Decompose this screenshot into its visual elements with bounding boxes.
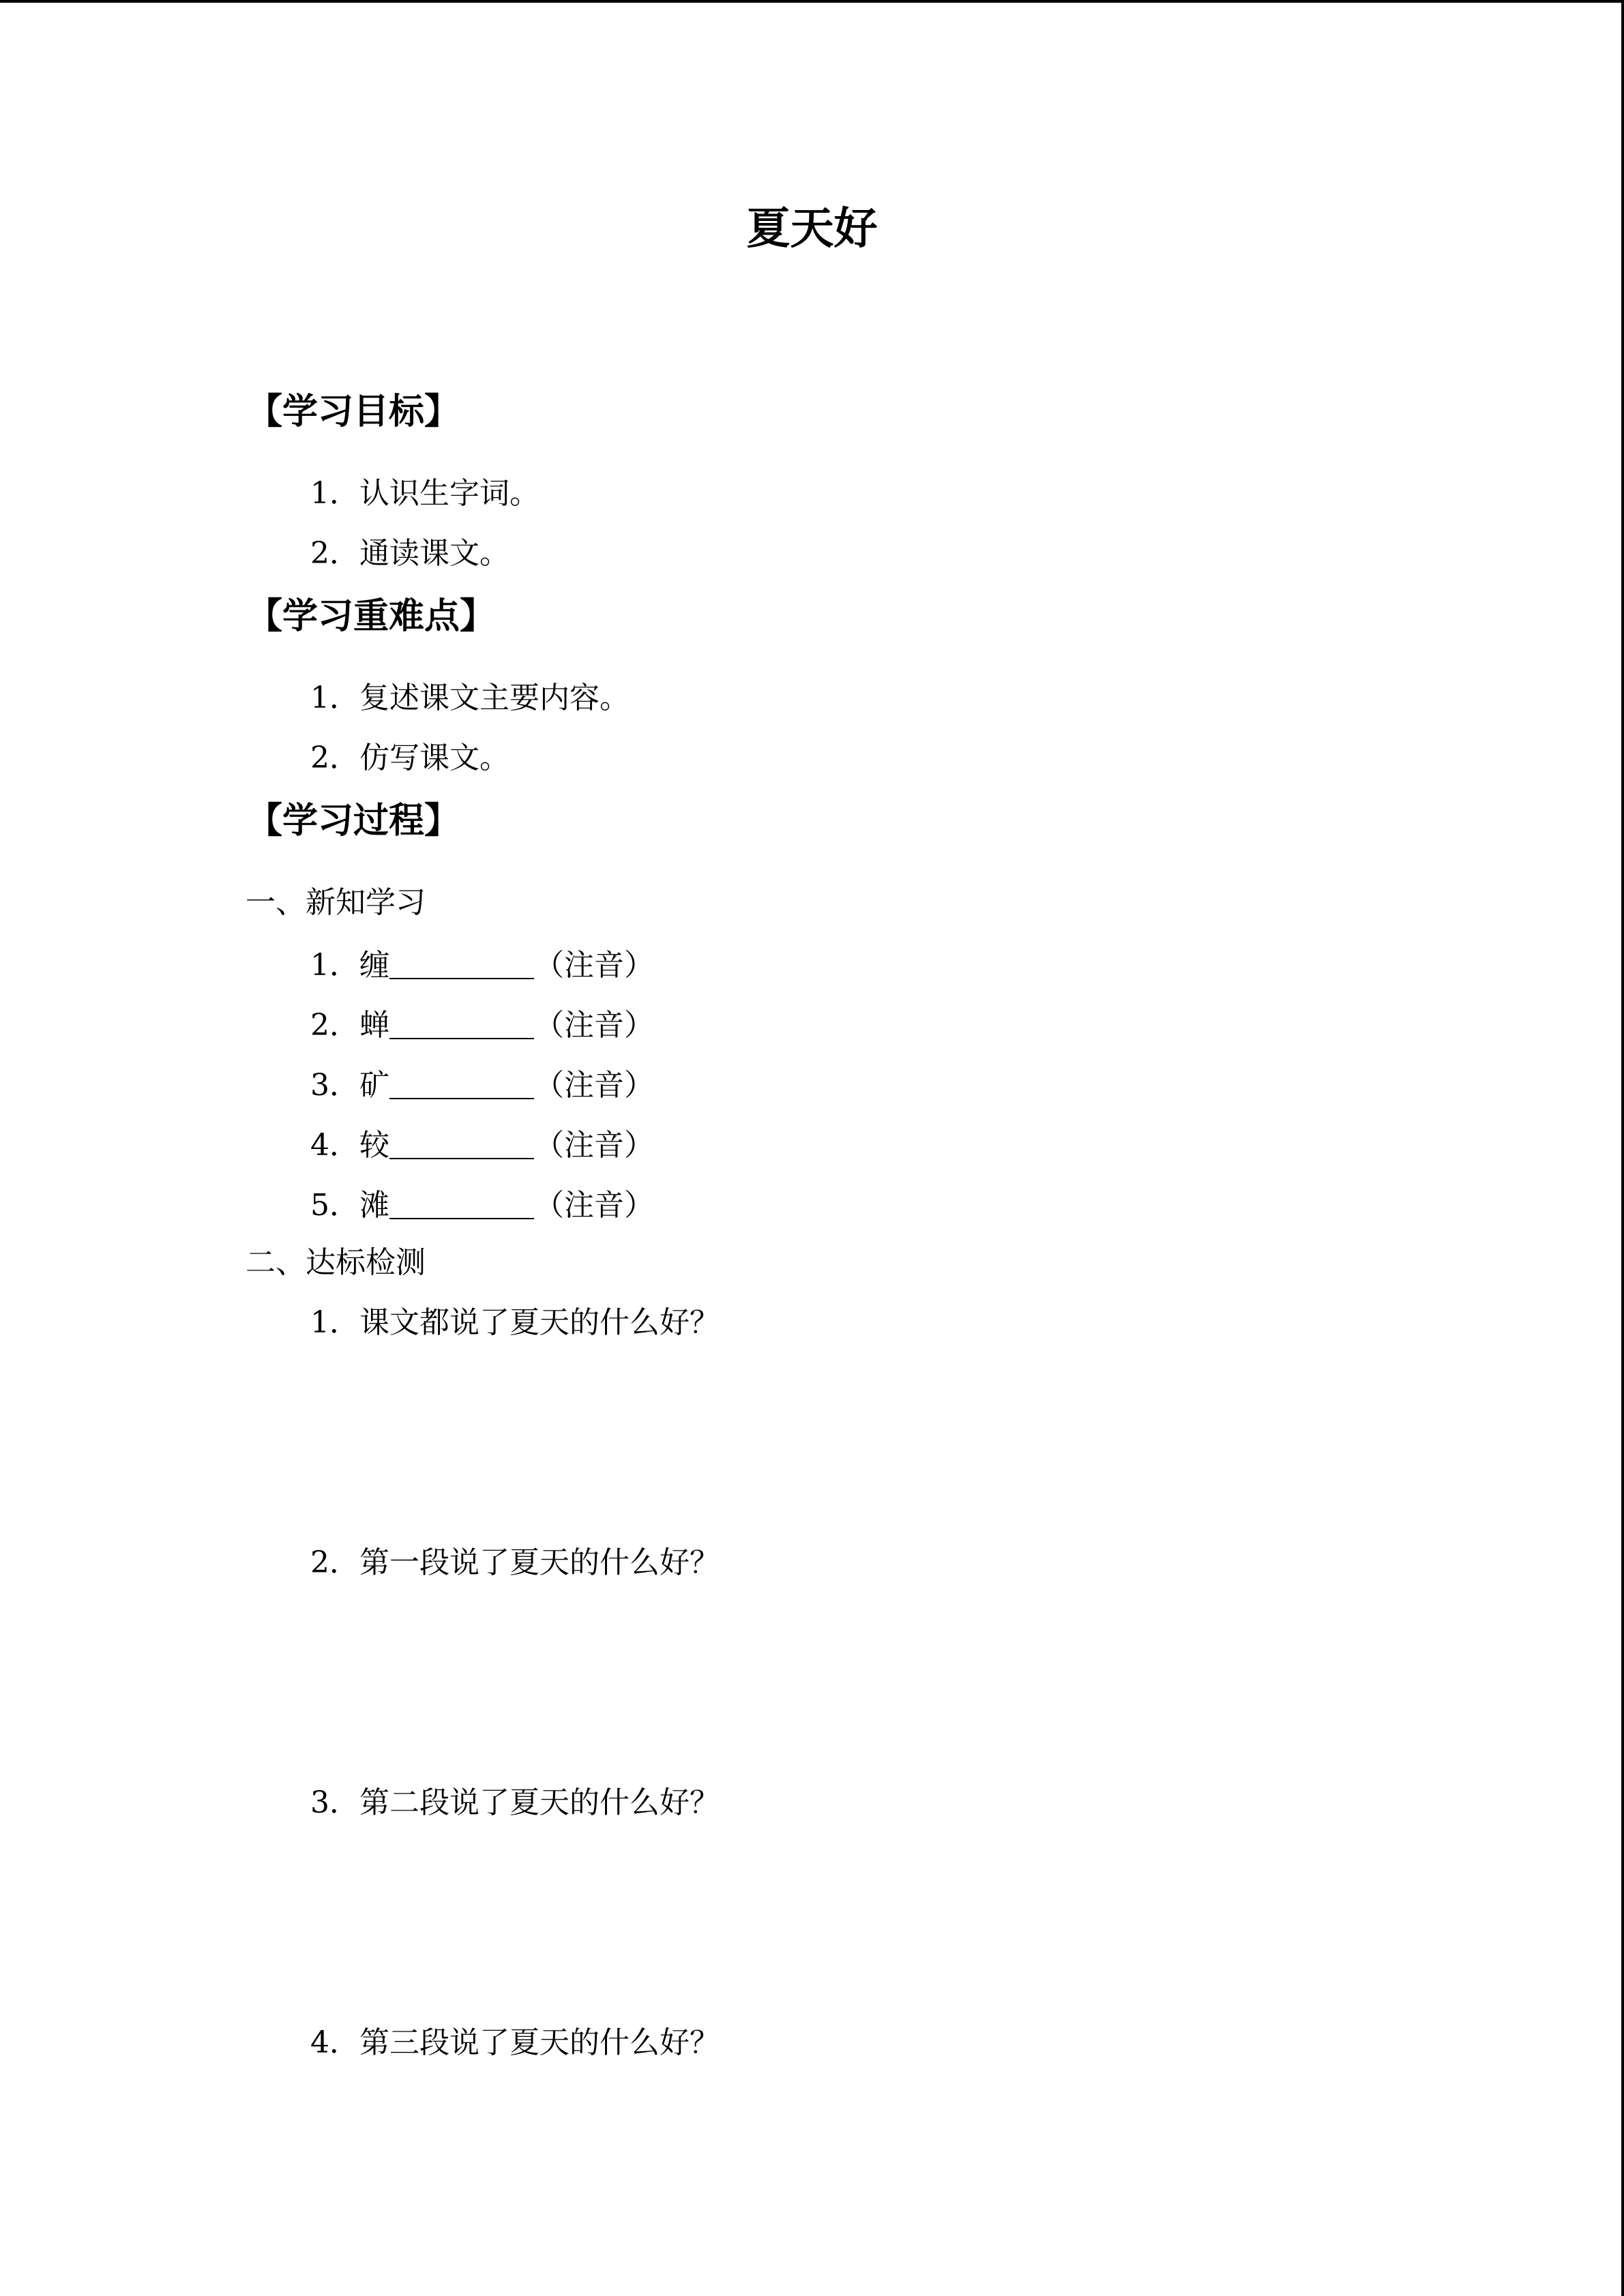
answer-blank[interactable] [389,1008,534,1039]
goal-item: 1．认识生字词。 [310,476,540,511]
pinyin-item-note: （注音） [534,948,654,983]
pinyin-item-char: 2．蝉 [310,1008,389,1043]
part-label-new-knowledge: 一、新知学习 [246,885,426,920]
answer-blank[interactable] [389,1068,534,1099]
answer-blank[interactable] [389,1128,534,1159]
assessment-question: 2．第一段说了夏天的什么好？ [310,1545,720,1580]
pinyin-item [310,1188,654,1221]
answer-blank[interactable] [389,1188,534,1219]
key-point-item: 1．复述课文主要内容。 [310,681,630,715]
pinyin-item-note: （注音） [534,1068,654,1103]
pinyin-item-char: 1．缠 [310,948,389,983]
section-heading-process: 【学习过程】 [247,800,460,841]
section-heading-goals: 【学习目标】 [247,391,460,432]
pinyin-item-note: （注音） [534,1188,654,1223]
answer-blank[interactable] [389,948,534,979]
pinyin-item [310,1068,654,1101]
part-label-assessment: 二、达标检测 [246,1245,426,1280]
assessment-question: 4．第三段说了夏天的什么好？ [310,2025,720,2060]
pinyin-item [310,1008,654,1041]
assessment-question: 3．第二段说了夏天的什么好？ [310,1785,720,1820]
section-heading-key-points: 【学习重难点】 [247,595,496,637]
pinyin-item-char: 3．矿 [310,1068,389,1103]
pinyin-item-note: （注音） [534,1128,654,1163]
goal-item: 2．通读课文。 [310,536,510,571]
assessment-question: 1．课文都说了夏天的什么好？ [310,1305,720,1340]
pinyin-item [310,1128,654,1161]
pinyin-item-note: （注音） [534,1008,654,1043]
pinyin-item-char: 5．滩 [310,1188,389,1223]
page-title: 夏天好 [746,203,878,254]
key-point-item: 2．仿写课文。 [310,741,510,775]
pinyin-item-char: 4．较 [310,1128,389,1163]
pinyin-item [310,948,654,981]
